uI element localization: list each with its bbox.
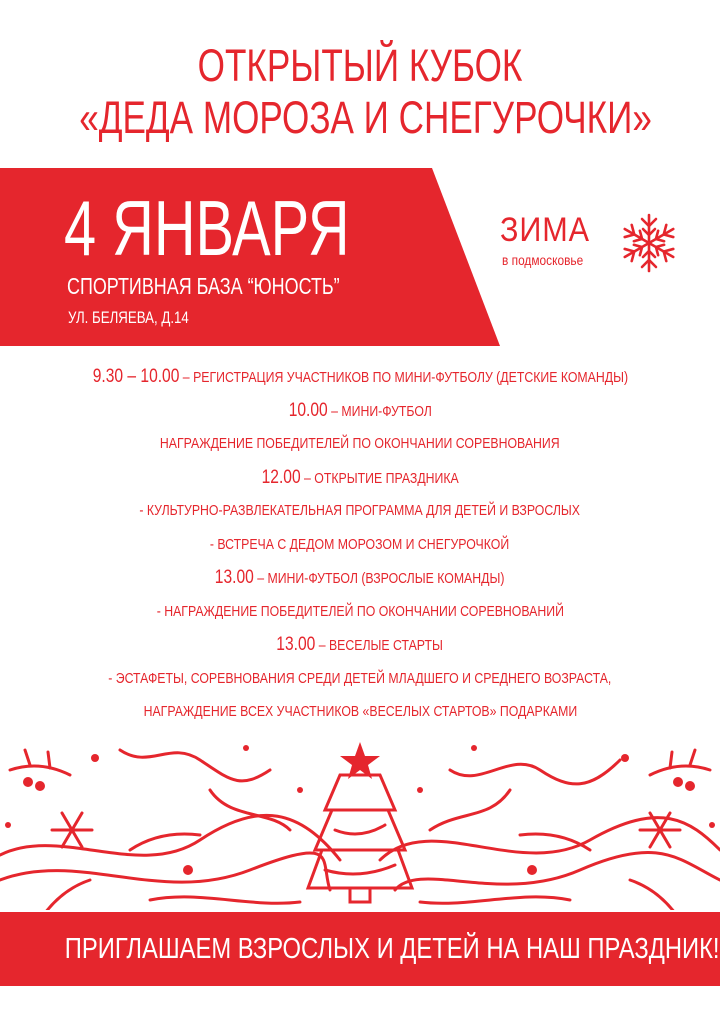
invitation-text: ПРИГЛАШАЕМ ВЗРОСЛЫХ И ДЕТЕЙ НА НАШ ПРАЗДНИК! [64, 933, 720, 965]
schedule-text: – РЕГИСТРАЦИЯ УЧАСТНИКОВ ПО МИНИ-ФУТБОЛУ (ДЕТСКИЕ КОМАНДЫ) [178, 369, 628, 386]
schedule-row-content [288, 394, 431, 429]
title-line-1: ОТКРЫТЫЙ КУБОК [197, 40, 523, 91]
event-date: 4 ЯНВАРЯ [64, 184, 350, 272]
schedule-time: 9.30 – 10.00 [92, 366, 179, 387]
event-address: УЛ. БЕЛЯЕВА, Д.14 [68, 308, 189, 327]
schedule-text: – МИНИ-ФУТБОЛ (ВЗРОСЛЫЕ КОМАНДЫ) [254, 570, 505, 587]
schedule-row [0, 360, 720, 394]
schedule-row [0, 528, 720, 562]
schedule-row-content [140, 494, 581, 528]
schedule-row [0, 461, 720, 495]
event-venue: СПОРТИВНАЯ БАЗА “ЮНОСТЬ” [67, 273, 340, 299]
schedule-row-content [277, 628, 444, 663]
schedule-row [0, 561, 720, 595]
schedule-row [0, 628, 720, 662]
schedule-row [0, 394, 720, 428]
snowflake-icon [618, 212, 680, 274]
schedule-text: – МИНИ-ФУТБОЛ [327, 402, 432, 420]
schedule-list [0, 360, 720, 729]
schedule-time: 10.00 [288, 399, 328, 421]
schedule-text: - ВСТРЕЧА С ДЕДОМ МОРОЗОМ И СНЕГУРОЧКОЙ [210, 535, 510, 553]
schedule-time: 13.00 [276, 634, 316, 655]
schedule-row [0, 695, 720, 729]
schedule-text: НАГРАЖДЕНИЕ ПОБЕДИТЕЛЕЙ ПО ОКОНЧАНИИ СОРЕВНОВАНИЯ [160, 435, 560, 452]
schedule-row-content [210, 528, 509, 562]
schedule-row-content [215, 561, 505, 596]
footer-banner [0, 912, 720, 986]
schedule-row-content [156, 595, 563, 629]
schedule-row [0, 427, 720, 461]
schedule-text: НАГРАЖДЕНИЕ ВСЕХ УЧАСТНИКОВ «ВЕСЕЛЫХ СТАРТОВ» ПОДАРКАМИ [143, 703, 577, 720]
schedule-text: - ЭСТАФЕТЫ, СОРЕВНОВАНИЯ СРЕДИ ДЕТЕЙ МЛАДШЕГО И СРЕДНЕГО ВОЗРАСТА, [108, 669, 612, 687]
schedule-row [0, 494, 720, 528]
schedule-row [0, 595, 720, 629]
schedule-row-content [261, 461, 458, 496]
schedule-row [0, 662, 720, 696]
logo-subtitle: в подмосковье [502, 252, 584, 268]
logo-word: ЗИМА [500, 211, 590, 249]
schedule-row-content [160, 427, 560, 461]
schedule-time: 12.00 [261, 466, 301, 488]
zima-logo [500, 212, 690, 282]
schedule-row-content [143, 695, 577, 729]
title-line-2: «ДЕДА МОРОЗА И СНЕГУРОЧКИ» [79, 92, 652, 143]
schedule-text: - КУЛЬТУРНО-РАЗВЛЕКАТЕЛЬНАЯ ПРОГРАММА ДЛЯ ДЕТЕЙ И ВЗРОСЛЫХ [139, 502, 581, 519]
schedule-row-content [92, 360, 627, 395]
poster-title [79, 40, 652, 144]
schedule-time: 13.00 [215, 567, 255, 588]
festive-ornament [0, 730, 720, 910]
schedule-row-content [108, 662, 611, 696]
schedule-text: - НАГРАЖДЕНИЕ ПОБЕДИТЕЛЕЙ ПО ОКОНЧАНИИ СОРЕВНОВАНИЙ [156, 602, 564, 620]
schedule-text: – ВЕСЕЛЫЕ СТАРТЫ [315, 637, 444, 654]
schedule-text: – ОТКРЫТИЕ ПРАЗДНИКА [300, 469, 459, 487]
